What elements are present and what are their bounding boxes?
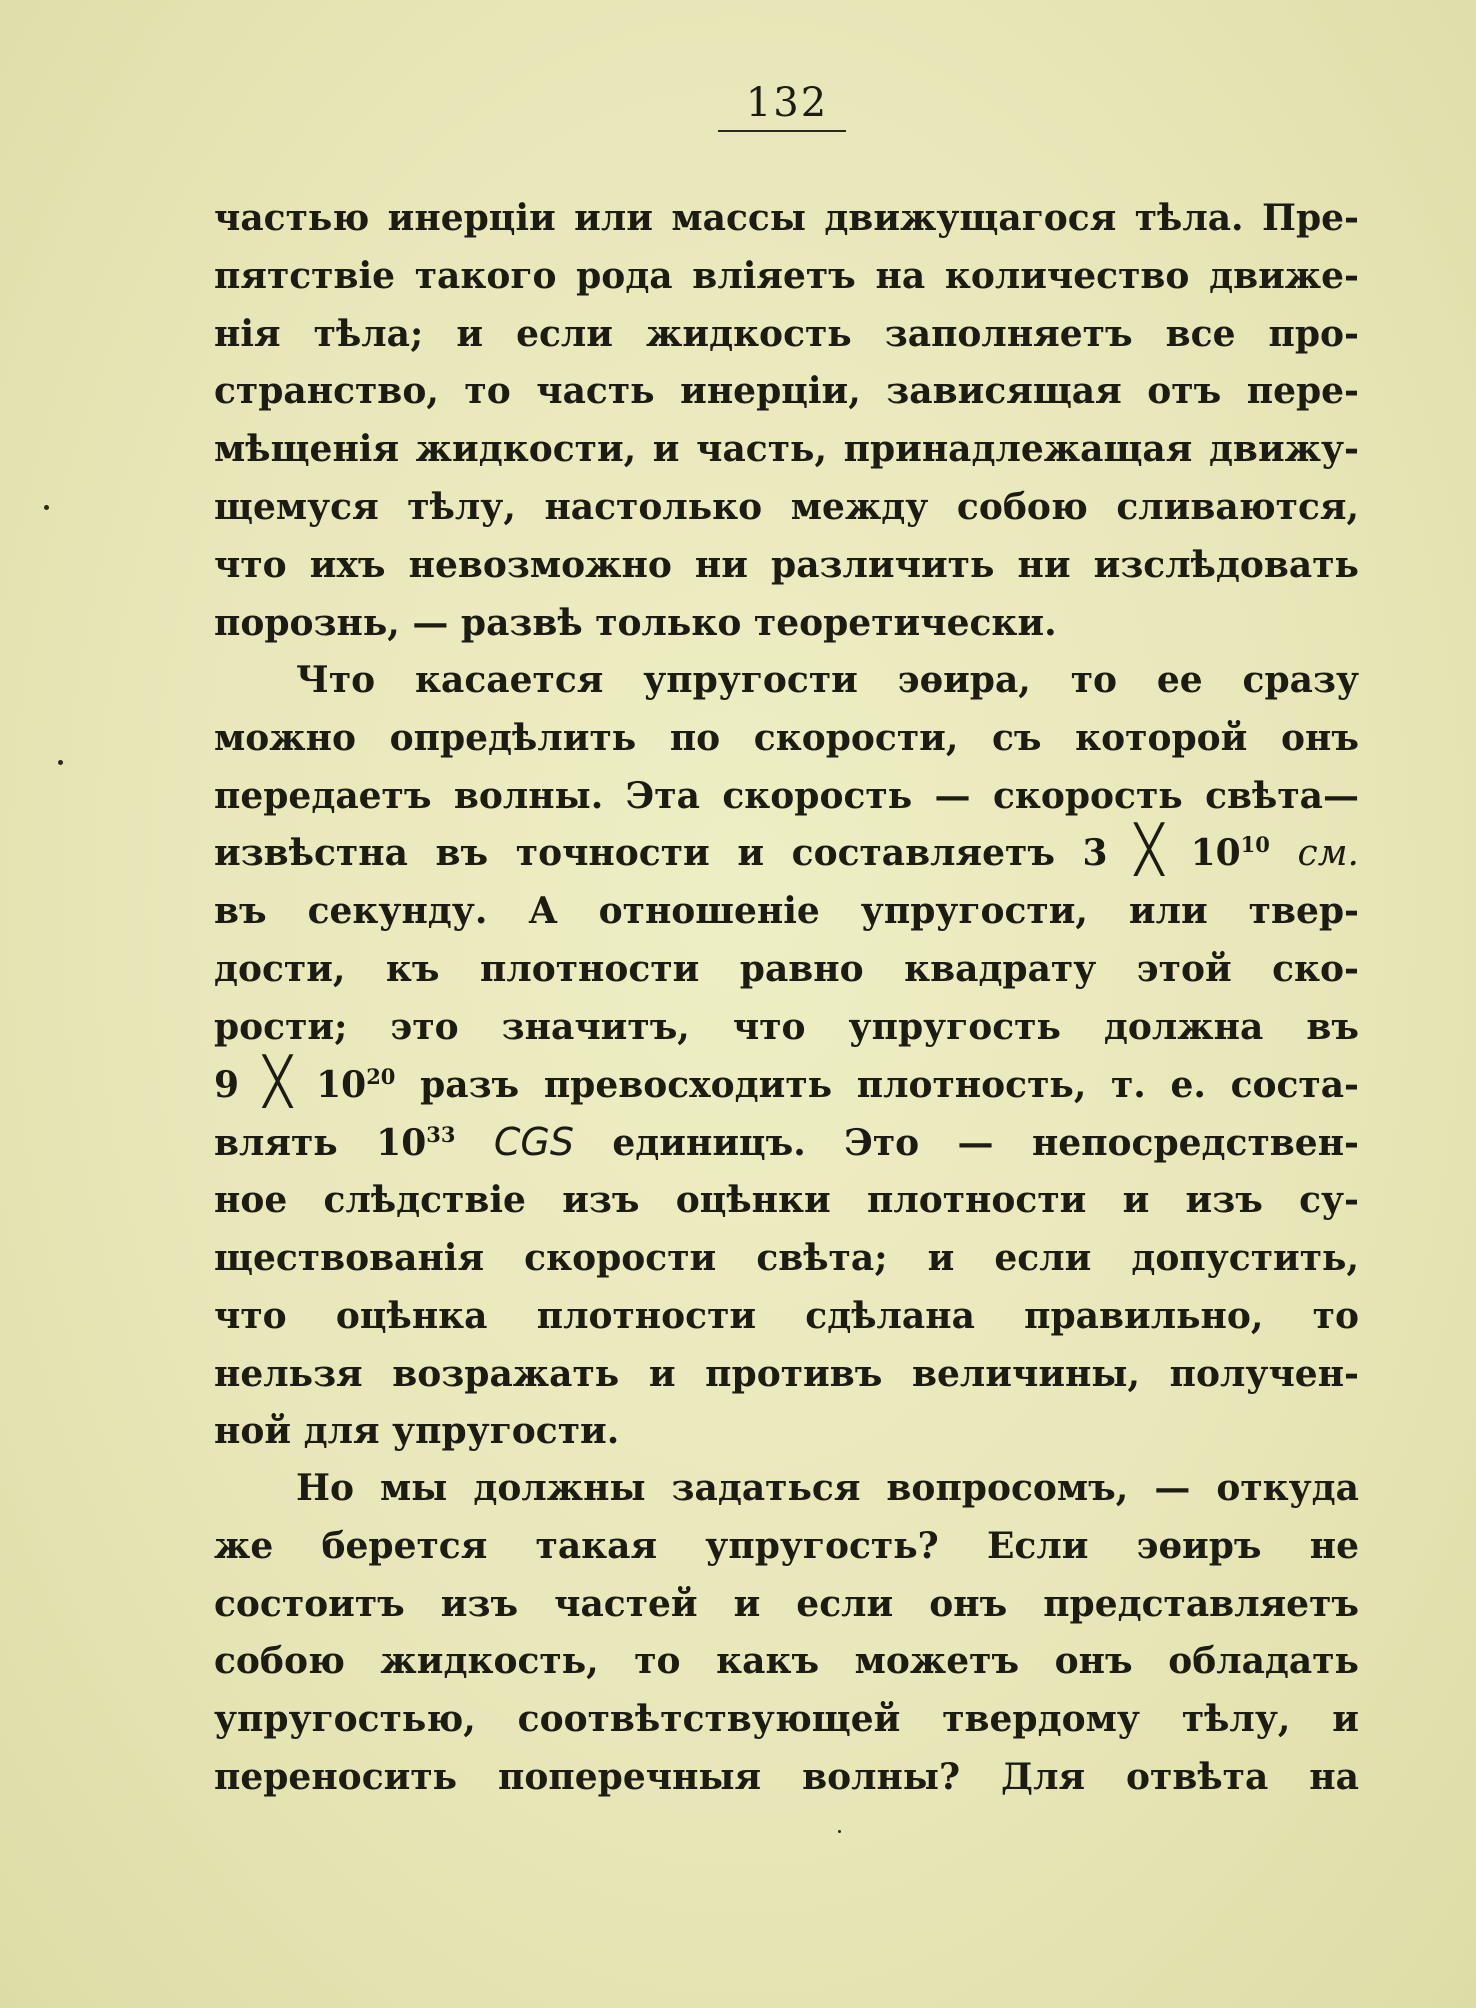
cgs-units: CGS	[493, 1120, 574, 1165]
formula-exponent: 33	[426, 1122, 456, 1148]
speck-3	[838, 1830, 841, 1833]
paragraph-2	[214, 652, 1359, 1461]
formula-text: извѣстна въ точности и составляетъ 3	[214, 832, 1108, 875]
text-line: рости; это значитъ, что упругость должна въ	[214, 1005, 1359, 1048]
text-line: ществованія скорости свѣта; и если допустить,	[214, 1236, 1359, 1279]
speck-2	[58, 760, 63, 765]
text-line: пятствіе такого рода вліяетъ на количество движе-	[214, 254, 1359, 297]
text-line: что оцѣнка плотности сдѣлана правильно, то	[214, 1294, 1359, 1337]
text-line: порознь, — развѣ только теоретически.	[214, 601, 1057, 644]
paragraph-1	[214, 190, 1359, 652]
formula-unit: см.	[1297, 833, 1359, 875]
text-line: состоитъ изъ частей и если онъ представляетъ	[214, 1582, 1359, 1625]
text-line-formula	[214, 1114, 1359, 1172]
text-line: собою жидкость, то какъ можетъ онъ обладать	[214, 1640, 1359, 1683]
text-line-formula	[214, 822, 1359, 883]
formula-text: 9	[214, 1063, 240, 1106]
text-line: что ихъ невозможно ни различить ни изслѣдовать	[214, 543, 1359, 586]
formula-text: влять	[214, 1122, 338, 1165]
page-number: 132	[745, 80, 829, 126]
text-line: Что касается упругости эѳира, то ее сразу	[296, 659, 1359, 701]
formula-exponent: 20	[366, 1063, 396, 1089]
formula-text-after: разъ превосходить плотность, т. е. соста-	[420, 1063, 1359, 1106]
text-line: упругостью, соотвѣтствующей твердому тѣлу, и	[214, 1698, 1359, 1741]
text-line: передаетъ волны. Эта скорость — скорость свѣта—	[214, 774, 1359, 817]
text-line: въ секунду. А отношеніе упругости, или твер-	[214, 890, 1359, 933]
text-line: частью инерціи или массы движущагося тѣла. Пре-	[214, 197, 1359, 239]
text-line: нія тѣла; и если жидкость заполняетъ все про-	[214, 312, 1359, 355]
speck-1	[44, 505, 49, 510]
text-line-formula	[214, 1053, 1359, 1115]
text-line: переносить поперечныя волны? Для отвѣта на	[214, 1755, 1359, 1798]
text-line: дости, къ плотности равно квадрату этой ско-	[214, 947, 1359, 990]
text-line: можно опредѣлить по скорости, съ которой онъ	[214, 716, 1359, 759]
formula-base: 10	[1190, 832, 1241, 875]
times-sign: ╳	[263, 1053, 292, 1108]
text-line: нельзя возражать и противъ величины, получен-	[214, 1352, 1359, 1395]
text-line: щемуся тѣлу, настолько между собою сливаются,	[214, 485, 1359, 528]
text-line: Но мы должны задаться вопросомъ, — откуда	[296, 1467, 1359, 1509]
text-line: странство, то часть инерціи, зависящая отъ пере-	[214, 370, 1359, 413]
text-line: ное слѣдствіе изъ оцѣнки плотности и изъ су-	[214, 1179, 1359, 1222]
formula-text-after: единицъ. Это — непосредствен-	[612, 1122, 1359, 1165]
times-sign: ╳	[1135, 822, 1163, 877]
paragraph-3	[214, 1460, 1359, 1807]
text-line: мѣщенія жидкости, и часть, принадлежащая движу-	[214, 428, 1359, 471]
text-line: же берется такая упругость? Если эѳиръ не	[214, 1524, 1359, 1567]
text-line: ной для упругости.	[214, 1410, 620, 1453]
formula-exponent: 10	[1240, 832, 1270, 858]
formula-base: 10	[316, 1063, 367, 1106]
formula-base: 10	[376, 1122, 427, 1165]
header-rule	[718, 130, 846, 132]
